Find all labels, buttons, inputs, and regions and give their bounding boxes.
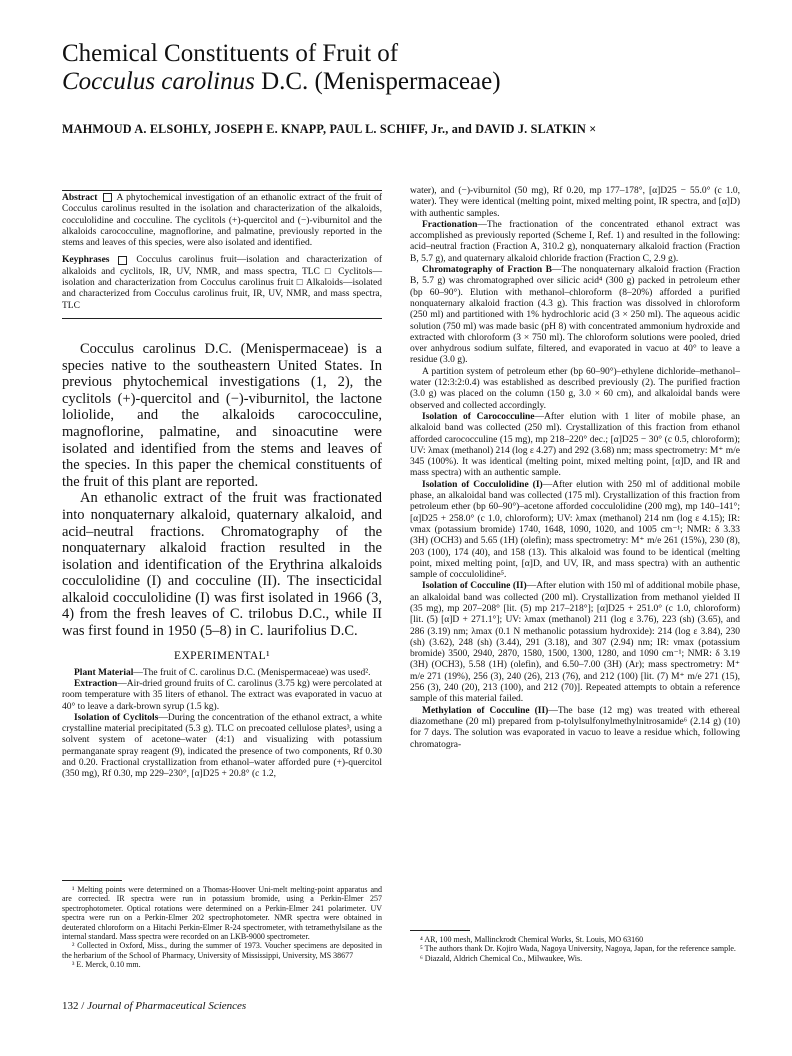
author-list: MAHMOUD A. ELSOHLY, JOSEPH E. KNAPP, PAUL L. SCHIFF, Jr., and DAVID J. SLATKIN × — [62, 122, 597, 136]
exp-paragraph-text: During the concentration of the ethanol extract, a white crystalline material precipitated (5.3 g). TLC on precoated cellulose plates³, using a solvent system of acetone–water (4:1) and visualizing with potassium permanganate spray reagent (9), indicated the presence of two components, Rf 0.30 and 0.20. Fractional crystallization from ethanol–water afforded pure (+)-quercitol (350 mg), Rf 0.30, mp 229–230°, [α]D25 + 20.8° (c 1.2, — [62, 712, 383, 780]
square-box-icon — [103, 193, 112, 202]
right-paragraph-head: Isolation of Cocculine (II) — [422, 581, 527, 592]
right-paragraph-head: Chromatography of Fraction B — [422, 265, 553, 276]
footnote-rule — [410, 930, 470, 931]
abstract-bottom-rule — [62, 318, 382, 319]
exp-paragraph-head: Isolation of Cyclitols — [74, 712, 159, 723]
right-paragraph-text: After elution with 1 liter of mobile phase, an alkaloid band was collected (250 ml). Crystallization of this fraction from ethanol afforded carococculine (15 mg), mp 218–220° dec.; [α]D25 − 30° (c 0.5, chloroform); UV: λmax (methanol) 214 (log ε 4.27) and 292 (3.68) nm; mass spectrometry: M⁺ m/e 345 (100%). It was identical (melting point, mixed melting point, [α]D, and IR and mass spectra) with an authentic sample. — [410, 411, 740, 479]
footnote: ⁶ Diazald, Aldrich Chemical Co., Milwaukee, Wis. — [420, 953, 583, 963]
footnote-rule — [62, 880, 122, 881]
footnote: ³ E. Merck, 0.10 mm. — [72, 960, 141, 970]
right-paragraph-head: Methylation of Cocculine (II) — [422, 705, 549, 716]
abstract-label: Abstract — [62, 193, 98, 203]
right-paragraph-text: A partition system of petroleum ether (bp 60–90°)–ethylene dichloride–methanol–water (12:3:2:0.4) was established as described previously (2). The purified fraction (3.0 g) was placed on the column (150 g, 3.0 × 60 cm), and alkaloidal bands were observed and collected accordingly. — [410, 366, 740, 411]
right-paragraph: Chromatography of Fraction B—The nonquaternary alkaloid fraction (Fraction B, 5.7 g) was chromatographed over silicic acid⁴ (300 g) packed in petroleum ether (bp 60–90°). Elution with methanol–chloroform (8–20%) afforded a purified nonquaternary alkaloid fraction (4.3 g). This fraction was dissolved in chloroform (250 ml) and partitioned with 1% hydrochloric acid (3 × 250 ml). The aqueous acidic solution (750 ml) was made basic (pH 8) with concentrated ammonium hydroxide and extracted with chloroform (3 × 750 ml). The chloroform solutions were pooled, dried over anhydrous sodium sulfate, filtered, and evaporated in vacuo at 40° to leave a residue (3.0 g). — [410, 265, 740, 366]
exp-paragraph-head: Extraction — [74, 678, 118, 689]
right-column — [410, 186, 740, 751]
exp-paragraph: Isolation of Cyclitols—During the concentration of the ethanol extract, a white crystalline material precipitated (5.3 g). TLC on precoated cellulose plates³, using a solvent system of acetone–water (4:1) and visualizing with potassium permanganate spray reagent (9), indicated the presence of two components, Rf 0.30 and 0.20. Fractional crystallization from ethanol–water afforded pure (+)-quercitol (350 mg), Rf 0.30, mp 229–230°, [α]D25 + 20.8° (c 1.2, — [62, 712, 383, 780]
title-species: Cocculus carolinus — [62, 68, 255, 95]
exp-paragraph-head: Plant Material — [74, 667, 134, 678]
right-paragraph: Isolation of Cocculine (II)—After elution with 150 ml of additional mobile phase, an alkaloidal band was collected (200 ml). Crystallization from methanol yielded II (35 mg), mp 207–208° [lit. (5) mp 217–218°]; [α]D25 + 251.0° (c 1.0, chloroform) [lit. (5) [α]D + 271.1°]; UV: λmax (methanol) 211 (log ε 3.76), 223 (sh) (3.65), and 286 (3.19) nm; λmax (0.1 N methanolic potassium hydroxide): 214 (log ε 3.84), 230 (sh) (3.62), 248 (sh) (3.44), 291 (3.18), and 307 (2.94) nm; IR: νmax (potassium bromide) 3500, 2940, 2870, 1580, 1500, 1300, 1280, and 1090 cm⁻¹; NMR: δ 3.19 (3H) (OCH3), 5.58 (1H) (olefin), and 6.50–7.00 (3H) (Ar); mass spectrometry: M⁺ m/e 271 (19%), 256 (3), 240 (26), 213 (76), and 212 (100) [lit. (7) M⁺ m/e 271 (15), 256 (3), 240 (20), 213 (100), and 212 (70)]. Repeated attempts to obtain a reference sample of this material failed. — [410, 581, 740, 705]
footnotes-right — [410, 930, 740, 963]
intro-paragraph: An ethanolic extract of the fruit was fractionated into nonquaternary alkaloid, quaternary alkaloid, and acid–neutral fractions. Chromatography of the nonquaternary alkaloid fraction resulted in the isolation and identification of the Erythrina alkaloids cocculolidine (I) and cocculine (II). The insecticidal alkaloid cocculolidine (I) was first isolated in 1966 (3, 4) from the fresh leaves of C. trilobus D.C., while II was first found in 1950 (5–8) in C. laurifolius D.C. — [62, 490, 382, 640]
exp-paragraph: Extraction—Air-dried ground fruits of C. carolinus (3.75 kg) were percolated at room temperature with 35 liters of ethanol. The extract was evaporated in vacuo at 40° to leave a dark-brown syrup (1.5 kg). — [62, 678, 382, 712]
right-paragraph-head: Isolation of Carococculine — [422, 411, 535, 422]
page-number: 132 / — [62, 1000, 88, 1012]
right-paragraph — [410, 186, 740, 220]
right-paragraph: Isolation of Cocculolidine (I)—After elution with 250 ml of additional mobile phase, an alkaloidal band was collected (175 ml). Crystallization of this fraction from petroleum ether (bp 60–90°)–acetone afforded cocculolidine (200 mg), mp 140–141°; [α]D25 + 258.0° (c 1.0, chloroform); UV: λmax (methanol) 214 nm (log ε 4.15); IR: νmax (potassium bromide) 1740, 1648, 1090, 1020, and 1005 cm⁻¹; NMR: δ 3.33 (3H) (OCH3) and 5.65 (1H) (olefin); mass spectrometry: M⁺ m/e 261 (15%), 230 (8), 203 (100), 174 (40), and 158 (13). This alkaloid was found to be identical (melting point, mixed melting point, [α]D, and UV, IR, and mass spectra) with an authentic sample of cocculolidine⁵. — [410, 479, 741, 581]
exp-paragraph: Plant Material—The fruit of C. carolinus D.C. (Menispermaceae) was used². — [74, 667, 371, 678]
right-paragraph-text: The fractionation of the concentrated ethanol extract was accomplished as previously reported (Scheme I, Ref. 1) and resulted in the following: acid–neutral fraction (Fraction A, 310.2 g), nonquaternary alkaloid fraction (Fraction B, 5.7 g), and quaternary alkaloid chloride fraction (Fraction C, 2.9 g). — [410, 219, 740, 264]
abstract-top-rule — [62, 190, 382, 191]
exp-paragraph-text: The fruit of C. carolinus D.C. (Menispermaceae) was used². — [142, 667, 371, 678]
keyphrases-label: Keyphrases — [62, 255, 110, 266]
introduction — [62, 341, 382, 640]
abstract-box — [62, 186, 382, 319]
page-footer — [62, 1000, 246, 1012]
abstract-paragraph — [62, 193, 382, 249]
abstract-text: A phytochemical investigation of an ethanolic extract of the fruit of Cocculus carolinus resulted in the isolation and characterization of the alkaloids, cocculolidine and cocculine. The cyclitols (+)-quercitol and (−)-viburnitol and the alkaloids carococculine, magnoflorine, and palmatine, previously reported in the stems and leaves of this species, were also isolated and identified. — [62, 193, 383, 249]
title-line-1: Chemical Constituents of Fruit of — [62, 40, 399, 67]
journal-name: Journal of Pharmaceutical Sciences — [87, 1000, 247, 1012]
title-line-2 — [62, 68, 582, 96]
footnote: ¹ Melting points were determined on a Thomas-Hoover Uni-melt melting-point apparatus and are corrected. IR spectra were run in potassium bromide, using a Perkin-Elmer 257 spectrophotometer. Optical rotations were determined on a Perkin-Elmer 241 polarimeter. UV spectra were run on a Perkin-Elmer 202 spectrophotometer. NMR spectra were obtained in deuterated chloroform on a Hitachi Perkin-Elmer R-24 spectrometer, with tetramethylsilane as the internal standard. Mass spectra were recorded on an LKB-9000 spectrometer. — [62, 885, 382, 942]
right-paragraph-text: The nonquaternary alkaloid fraction (Fraction B, 5.7 g) was chromatographed over silicic acid⁴ (300 g) packed in petroleum ether (bp 60–90°). Elution with methanol–chloroform (8–20%) afforded a purified nonquaternary alkaloid fraction (4.3 g). This fraction was dissolved in chloroform (250 ml) and partitioned with 1% hydrochloric acid (3 × 250 ml). The aqueous acidic solution (750 ml) was made basic (pH 8) with concentrated ammonium hydroxide and extracted with chloroform (3 × 750 ml). The chloroform solutions were pooled, dried over anhydrous sodium sulfate, filtered, and evaporated in vacuo at 40° to leave a residue (3.0 g). — [410, 265, 740, 366]
intro-paragraph: Cocculus carolinus D.C. (Menispermaceae) is a species native to the southeastern United States. In previous phytochemical investigations (1, 2), the cyclitols (+)-quercitol and (−)-viburnitol, the lactone loliolide, and the alkaloids carococculine, magnoflorine, palmatine, and sinoacutine were isolated and identified from the stems and leaves of the species. In this paper the chemical constituents of the fruit of this plant are reported. — [62, 340, 382, 490]
footnote: ⁴ AR, 100 mesh, Mallinckrodt Chemical Works, St. Louis, MO 63160 — [420, 935, 644, 944]
right-paragraph-head: Fractionation — [422, 219, 478, 230]
experimental-heading: EXPERIMENTAL¹ — [174, 649, 270, 662]
right-paragraph-text: After elution with 150 ml of additional mobile phase, an alkaloidal band was collected (200 ml). Crystallization from methanol yielded II (35 mg), mp 207–208° [lit. (5) mp 217–218°]; [α]D25 + 251.0° (c 1.0, chloroform) [lit. (5) [α]D + 271.1°]; UV: λmax (methanol) 211 (log ε 3.76), 223 (sh) (3.65), and 286 (3.19) nm; λmax (0.1 N methanolic potassium hydroxide): 214 (log ε 3.84), 230 (sh) (3.62), 248 (sh) (3.44), 291 (3.18), and 307 (2.94) nm; IR: νmax (potassium bromide) 3500, 2940, 2870, 1580, 1500, 1300, 1280, and 1090 cm⁻¹; NMR: δ 3.19 (3H) (OCH3), 5.58 (1H) (olefin), and 6.50–7.00 (3H) (Ar); mass spectrometry: M⁺ m/e 271 (19%), 256 (3), 240 (26), 213 (76), and 212 (100) [lit. (7) M⁺ m/e 271 (15), 256 (3), 240 (20), 213 (100), and 212 (70)]. Repeated attempts to obtain a reference sample of this material failed. — [410, 581, 740, 705]
right-paragraph: Fractionation—The fractionation of the concentrated ethanol extract was accomplished as previously reported (Scheme I, Ref. 1) and resulted in the following: acid–neutral fraction (Fraction A, 310.2 g), nonquaternary alkaloid fraction (Fraction B, 5.7 g), and quaternary alkaloid chloride fraction (Fraction C, 2.9 g). — [410, 219, 740, 264]
footnotes-left — [62, 880, 382, 970]
right-paragraph-text: water), and (−)-viburnitol (50 mg), Rf 0.20, mp 177–178°, [α]D25 − 55.0° (c 1.0, water). They were identical (melting point, mixed melting point, IR spectra, and [α]D) with authentic samples. — [410, 186, 740, 219]
title-line-2-rest: D.C. (Menispermaceae) — [254, 68, 501, 95]
article-title — [62, 40, 582, 96]
exp-paragraph-text: Air-dried ground fruits of C. carolinus (3.75 kg) were percolated at room temperature with 35 liters of ethanol. The extract was evaporated in vacuo at 40° to leave a dark-brown syrup (1.5 kg). — [62, 678, 382, 712]
right-paragraph-text: After elution with 250 ml of additional mobile phase, an alkaloidal band was collected (175 ml). Crystallization of this fraction from petroleum ether (bp 60–90°)–acetone afforded cocculolidine (200 mg), mp 140–141°; [α]D25 + 258.0° (c 1.0, chloroform); UV: λmax (methanol) 214 nm (log ε 4.15); IR: νmax (potassium bromide) 1740, 1648, 1090, 1020, and 1005 cm⁻¹; NMR: δ 3.33 (3H) (OCH3) and 5.65 (1H) (olefin); mass spectrometry: M⁺ m/e 261 (15%), 230 (8), 203 (100), 174 (40), and 158 (13). This alkaloid was found to be identical (melting point, mixed melting point, [α]D, and UV, IR, and mass spectra) with an authentic sample of cocculolidine⁵. — [410, 479, 741, 581]
footnote: ² Collected in Oxford, Miss., during the summer of 1973. Voucher specimens are deposited in the herbarium of the School of Pharmacy, University of Mississippi, University, MS 38677 — [62, 941, 382, 960]
experimental-left — [62, 668, 382, 781]
keyphrases-text: Cocculus carolinus fruit—isolation and characterization of alkaloids and cyclitols, IR, UV, NMR, and mass spectra, TLC □ Cyclitols—isolation and characterization from Cocculus carolinus fruit □ Alkaloids—isolated and characterized from Cocculus carolinus fruit, IR, UV, NMR, and mass spectra, TLC — [62, 255, 382, 311]
right-paragraph-text: The base (12 mg) was treated with ethereal diazomethane (20 ml) prepared from p-tolylsulfonylmethylnitrosamide⁶ (2.14 g) (10) for 7 days. The solution was evaporated in vacuo to leave a residue which, following chromatogra- — [410, 705, 740, 750]
square-box-icon — [118, 256, 127, 265]
right-paragraph: Isolation of Carococculine—After elution with 1 liter of mobile phase, an alkaloid band was collected (250 ml). Crystallization of this fraction from ethanol afforded carococculine (15 mg), mp 218–220° dec.; [α]D25 − 30° (c 0.5, chloroform); UV: λmax (methanol) 214 (log ε 4.27) and 292 (3.68) nm; mass spectrometry: M⁺ m/e 345 (100%). It was identical (melting point, mixed melting point, [α]D, and IR and mass spectra) with an authentic sample. — [410, 411, 740, 479]
left-column — [62, 186, 382, 781]
right-paragraph: Methylation of Cocculine (II)—The base (12 mg) was treated with ethereal diazomethane (20 ml) prepared from p-tolylsulfonylmethylnitrosamide⁶ (2.14 g) (10) for 7 days. The solution was evaporated in vacuo to leave a residue which, following chromatogra- — [410, 705, 740, 750]
right-paragraph-head: Isolation of Cocculolidine (I) — [422, 479, 543, 490]
keyphrases-paragraph — [62, 255, 382, 311]
footnote: ⁵ The authors thank Dr. Kojiro Wada, Nagoya University, Nagoya, Japan, for the reference sample. — [420, 944, 736, 954]
right-paragraph — [410, 367, 740, 412]
